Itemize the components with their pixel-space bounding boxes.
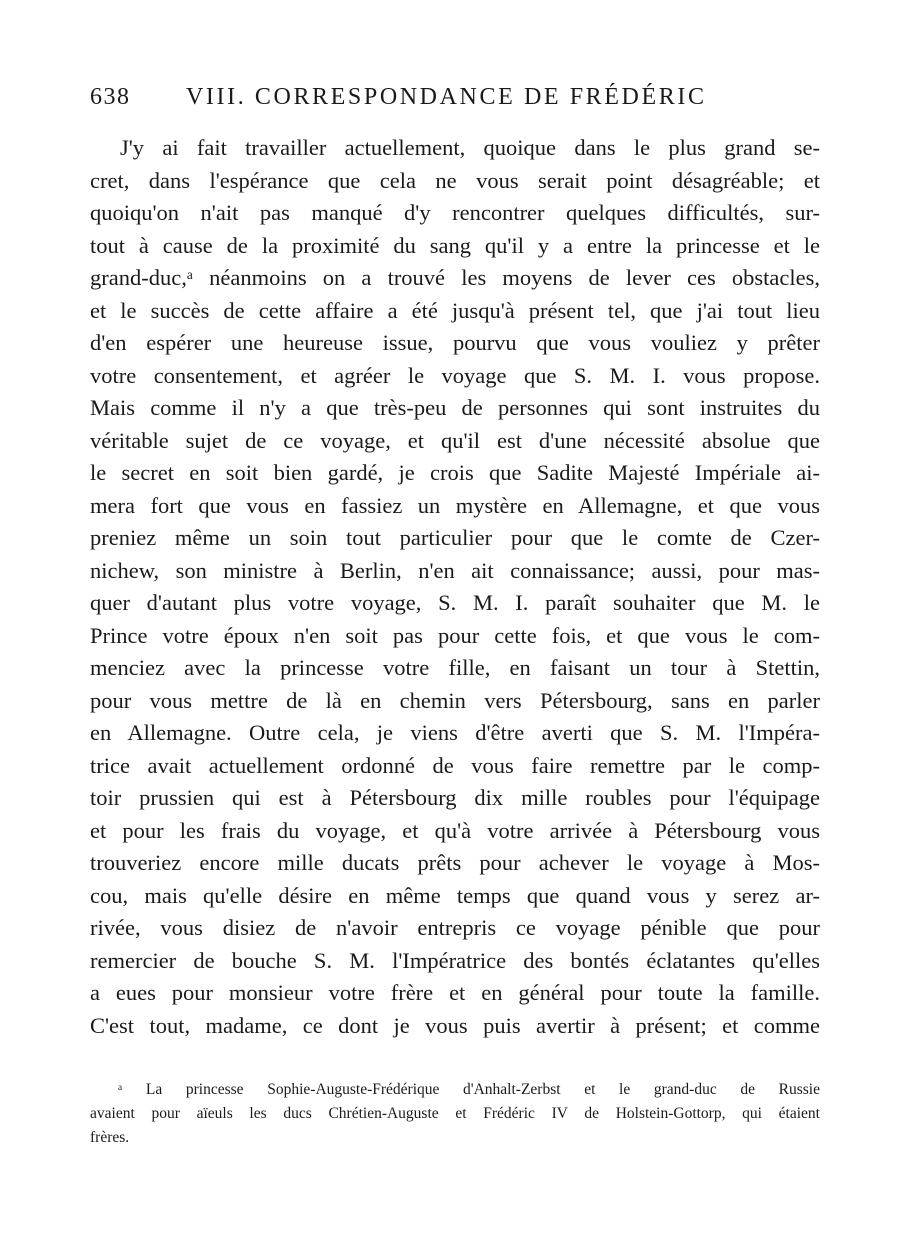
text-line: d'en espérer une heureuse issue, pourvu que vous vouliez y prêter — [90, 330, 820, 355]
text-line: remercier de bouche S. M. l'Impératrice des bontés éclatantes qu'elles — [90, 947, 820, 973]
text-line: Prince votre époux n'en soit pas pour cette fois, et que vous le com- — [90, 622, 820, 648]
text-line: en Allemagne. Outre cela, je viens d'être averti que S. M. l'Impéra- — [90, 720, 820, 745]
text-line: cret, dans l'espérance que cela ne vous serait point désagréable; et — [90, 167, 820, 193]
text-line: Mais comme il n'y a que très-peu de personnes qui sont instruites du — [90, 395, 820, 420]
footnote-line: ᵃ La princesse Sophie-Auguste-Frédérique d'Anhalt-Zerbst et le grand-duc de Russie — [118, 1081, 820, 1098]
text-line: nichew, son ministre à Berlin, n'en ait connaissance; aussi, pour mas- — [90, 557, 820, 583]
text-line: a eues pour monsieur votre frère et en général pour toute la famille. — [90, 980, 820, 1005]
text-line: C'est tout, madame, ce dont je vous puis avertir à présent; et comme — [90, 1012, 820, 1038]
text-line: tout à cause de la proximité du sang qu'il y a entre la princesse et le — [90, 232, 820, 258]
text-line: J'y ai fait travailler actuellement, quoique dans le plus grand se- — [120, 135, 820, 160]
text-line: cou, mais qu'elle désire en même temps que quand vous y serez ar- — [90, 882, 820, 908]
text-line: grand-duc,ᵃ néanmoins on a trouvé les moyens de lever ces obstacles, — [90, 265, 820, 290]
text-line: toir prussien qui est à Pétersbourg dix mille roubles pour l'équipage — [90, 785, 820, 810]
body-text — [90, 132, 820, 1042]
footnote-line: avaient pour aïeuls les ducs Chrétien-Auguste et Frédéric IV de Holstein-Gottorp, qui étaient — [90, 1105, 820, 1122]
text-line: preniez même un soin tout particulier pour que le comte de Czer- — [90, 525, 820, 550]
text-line: véritable sujet de ce voyage, et qu'il est d'une nécessité absolue que — [90, 427, 820, 453]
text-line: le secret en soit bien gardé, je crois que Sadite Majesté Impériale ai- — [90, 460, 820, 485]
text-line: mera fort que vous en fassiez un mystère en Allemagne, et que vous — [90, 492, 820, 518]
text-line: votre consentement, et agréer le voyage que S. M. I. vous propose. — [90, 362, 820, 388]
page-number: 638 — [90, 84, 131, 110]
text-line: quer d'autant plus votre voyage, S. M. I. paraît souhaiter que M. le — [90, 590, 820, 615]
running-head — [90, 84, 830, 124]
chapter-title: VIII. CORRESPONDANCE DE FRÉDÉRIC — [186, 84, 707, 110]
footnote-line: frères. — [90, 1129, 130, 1146]
text-line: trice avait actuellement ordonné de vous faire remettre par le comp- — [90, 752, 820, 778]
text-line: et le succès de cette affaire a été jusqu'à présent tel, que j'ai tout lieu — [90, 297, 820, 323]
text-line: et pour les frais du voyage, et qu'à votre arrivée à Pétersbourg vous — [90, 817, 820, 843]
text-line: quoiqu'on n'ait pas manqué d'y rencontrer quelques difficultés, sur- — [90, 200, 820, 225]
text-line: menciez avec la princesse votre fille, en faisant un tour à Stettin, — [90, 655, 820, 680]
text-line: rivée, vous disiez de n'avoir entrepris ce voyage pénible que pour — [90, 915, 820, 940]
footnote — [90, 1078, 820, 1150]
text-line: trouveriez encore mille ducats prêts pour achever le voyage à Mos- — [90, 850, 820, 875]
text-line: pour vous mettre de là en chemin vers Pétersbourg, sans en parler — [90, 687, 820, 713]
